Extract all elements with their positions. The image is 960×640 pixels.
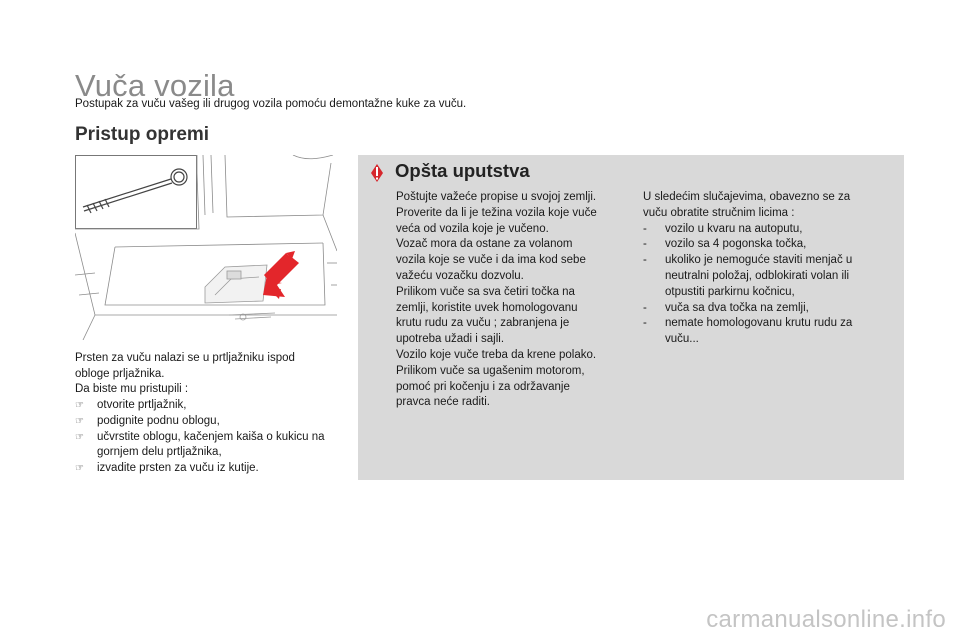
access-intro-line: Da biste mu pristupili : (75, 383, 189, 396)
page-title: Vuča vozila (75, 68, 235, 103)
rule-line: Vozilo koje vuče treba da krene polako. (396, 348, 597, 361)
warning-icon (366, 163, 388, 183)
cases-intro-line: vuču obratite stručnim licima : (643, 206, 795, 219)
case-text: vozilo sa 4 pogonska točka, (665, 238, 807, 251)
rule-line: Prilikom vuče sa ugašenim motorom, (396, 364, 585, 377)
rule-line: Vozač mora da ostane za volanom (396, 238, 573, 251)
professional-cases-column (643, 190, 883, 348)
dash-bullet: - (643, 301, 647, 314)
rule-line: krutu rudu za vuču ; zabranjena je (396, 317, 570, 330)
pointing-hand-icon: ☞ (75, 415, 84, 427)
access-intro-line: obloge prljažnika. (75, 367, 165, 380)
access-section-heading: Pristup opremi (75, 124, 210, 145)
rule-line: važeću vozačku dozvolu. (396, 269, 524, 282)
access-step (75, 430, 337, 461)
rule-line: veća od vozila koje je vučeno. (396, 222, 549, 235)
access-step (75, 398, 337, 414)
rule-line: pravca neće raditi. (396, 396, 490, 409)
rule-line: Poštujte važeće propise u svojoj zemlji. (396, 191, 597, 203)
pointing-hand-icon: ☞ (75, 462, 84, 474)
general-instructions-heading: Opšta uputstva (395, 160, 530, 181)
dash-bullet: - (643, 317, 647, 330)
case-text: nemate homologovanu krutu rudu za vuču... (665, 317, 853, 346)
access-step-text: učvrstite oblogu, kačenjem kaiša o kukicu na gornjem delu prtljažnika, (97, 430, 325, 459)
case-item (643, 301, 883, 317)
rule-line: Prilikom vuče sa sva četiri točka na (396, 285, 575, 298)
access-step (75, 414, 337, 430)
rule-line: vozila koje se vuče i da ima kod sebe (396, 254, 586, 267)
access-step (75, 461, 337, 477)
case-text: vuča sa dva točka na zemlji, (665, 301, 809, 314)
access-intro-line: Prsten za vuču nalazi se u prtljažniku ispod (75, 352, 295, 364)
cases-intro-line: U sledećim slučajevima, obavezno se za (643, 191, 851, 203)
dash-bullet: - (643, 222, 647, 235)
access-steps-list (75, 398, 337, 477)
cases-list (643, 222, 883, 348)
rule-line: upotreba užadi i sajli. (396, 333, 505, 346)
pointing-hand-icon: ☞ (75, 400, 84, 412)
access-step-text: otvorite prtljažnik, (97, 399, 187, 412)
access-instructions (75, 351, 337, 477)
rule-line: pomoć pri kočenju i za održavanje (396, 380, 570, 393)
watermark: carmanualsonline.info (706, 606, 946, 633)
case-item (643, 237, 883, 253)
dash-bullet: - (643, 238, 647, 251)
access-step-text: izvadite prsten za vuču iz kutije. (97, 461, 259, 474)
rule-line: Proverite da li je težina vozila koje vuče (396, 206, 597, 219)
case-item (643, 316, 883, 348)
case-item (643, 222, 883, 238)
towing-eye-inset (76, 156, 197, 229)
rule-line: zemlji, koristite uvek homologovanu (396, 301, 578, 314)
red-arrow-icon (263, 251, 299, 299)
dash-bullet: - (643, 254, 647, 267)
trunk-illustration (75, 155, 337, 340)
case-text: vozilo u kvaru na autoputu, (665, 222, 803, 235)
access-step-text: podignite podnu oblogu, (97, 414, 220, 427)
case-text: ukoliko je nemoguće staviti menjač u neutralni položaj, odblokirati volan ili otpustiti parkirnu kočnicu, (665, 254, 853, 298)
pointing-hand-icon: ☞ (75, 431, 84, 443)
general-rules-column (396, 190, 618, 411)
page-subtitle: Postupak za vuču vašeg ili drugog vozila pomoću demontažne kuke za vuču. (75, 98, 467, 110)
case-item (643, 253, 883, 300)
